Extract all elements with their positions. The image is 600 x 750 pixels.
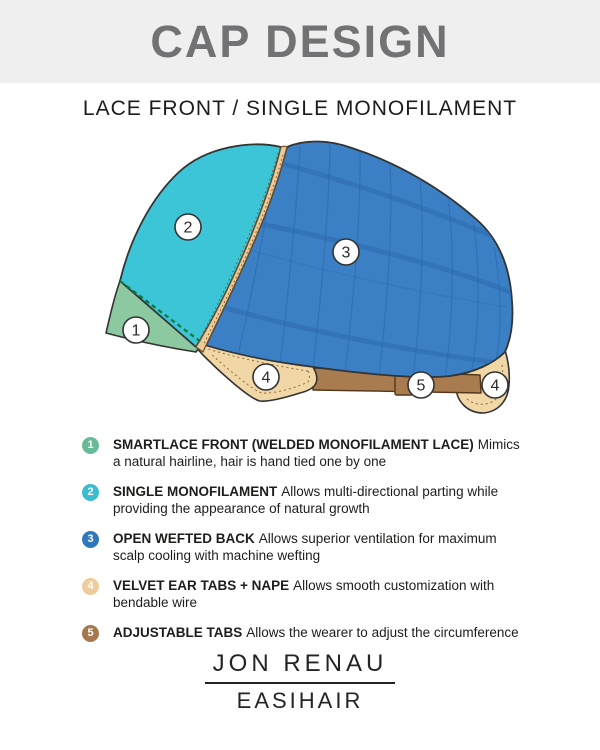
legend-item-title: ADJUSTABLE TABS — [113, 625, 243, 640]
legend-item-title: VELVET EAR TABS + NAPE — [113, 578, 290, 593]
svg-text:5: 5 — [416, 377, 426, 395]
marker-4-left — [253, 364, 279, 390]
legend-item-desc: Allows superior ventilation for maximum scalp cooling with machine wefting — [113, 531, 497, 563]
legend-number-badge: 1 — [82, 437, 99, 454]
svg-text:4: 4 — [261, 369, 271, 387]
brand-line1: JON RENAU — [205, 650, 396, 684]
svg-text:2: 2 — [183, 219, 193, 237]
svg-text:3: 3 — [341, 244, 351, 262]
subtitle: LACE FRONT / SINGLE MONOFILAMENT — [82, 97, 518, 120]
marker-3 — [333, 239, 359, 265]
marker-5 — [408, 372, 434, 398]
marker-4-right — [482, 372, 508, 398]
legend-item-velvet-ear-tabs — [82, 578, 530, 611]
marker-2 — [175, 214, 201, 240]
brand-logo — [0, 650, 600, 714]
legend-item-title: OPEN WEFTED BACK — [113, 531, 255, 546]
page-title: CAP DESIGN — [150, 15, 450, 67]
legend-item-single-monofilament — [82, 484, 530, 517]
legend-number-badge: 4 — [82, 578, 99, 595]
legend-item-desc: Allows smooth customization with bendable wire — [113, 578, 495, 610]
legend-item-smartlace-front — [82, 437, 530, 470]
legend-number-badge: 2 — [82, 484, 99, 501]
legend-item-desc: Allows the wearer to adjust the circumference — [246, 625, 519, 640]
legend — [82, 437, 530, 656]
marker-1 — [123, 317, 149, 343]
brand-line2: EASIHAIR — [236, 688, 364, 713]
legend-item-title: SMARTLACE FRONT (WELDED MONOFILAMENT LACE) — [113, 437, 474, 452]
svg-text:1: 1 — [131, 322, 141, 340]
cap-diagram — [0, 125, 600, 430]
legend-item-title: SINGLE MONOFILAMENT — [113, 484, 278, 499]
legend-item-desc: Mimics a natural hairline, hair is hand tied one by one — [113, 437, 520, 469]
legend-item-open-wefted-back — [82, 531, 530, 564]
legend-number-badge: 5 — [82, 625, 99, 642]
legend-number-badge: 3 — [82, 531, 99, 548]
cap-diagram-svg — [0, 125, 600, 430]
header-band — [0, 0, 600, 83]
legend-item-desc: Allows multi-directional parting while providing the appearance of natural growth — [113, 484, 499, 516]
svg-text:4: 4 — [490, 377, 500, 395]
legend-item-adjustable-tabs — [82, 625, 530, 642]
